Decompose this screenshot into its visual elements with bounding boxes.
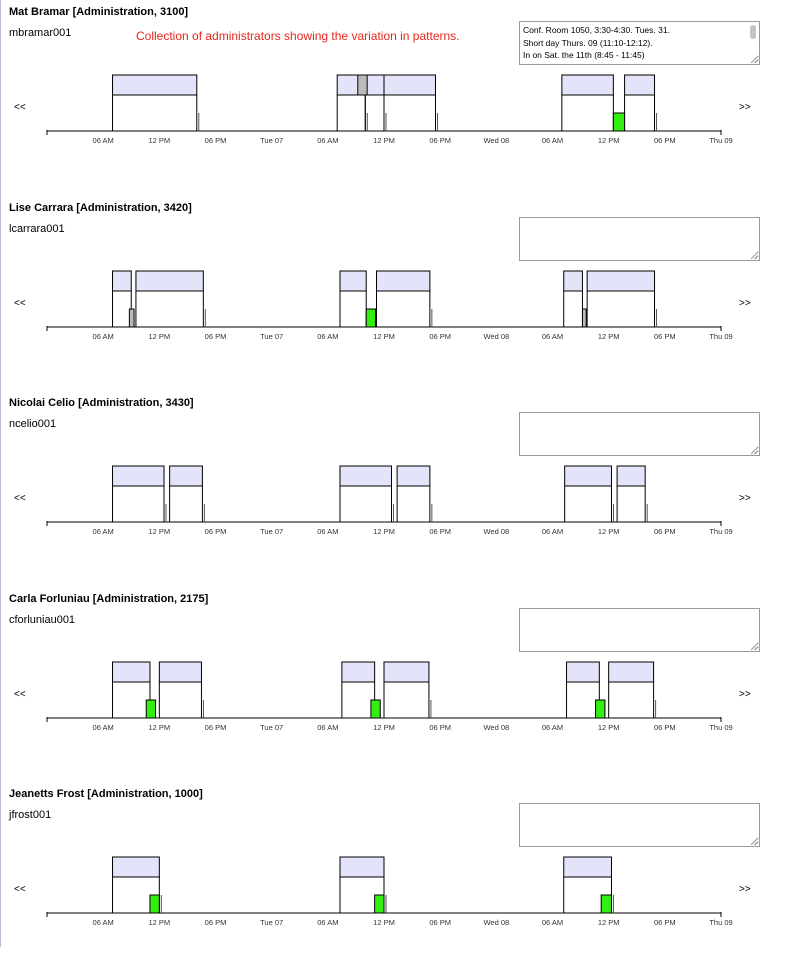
axis-tick-label: 12 PM bbox=[148, 723, 171, 732]
break-marker-green[interactable] bbox=[371, 700, 380, 718]
person-section bbox=[1, 587, 785, 782]
axis-tick-label: Tue 07 bbox=[260, 332, 284, 341]
axis-tick-label: 12 PM bbox=[597, 918, 620, 927]
axis-tick-label: 12 PM bbox=[373, 723, 395, 732]
axis-tick-label: Thu 09 bbox=[709, 918, 733, 927]
work-block[interactable] bbox=[365, 75, 384, 95]
work-block[interactable] bbox=[587, 271, 654, 291]
break-marker-green[interactable] bbox=[366, 309, 375, 327]
work-block[interactable] bbox=[625, 75, 655, 95]
person-section bbox=[1, 196, 785, 391]
work-block[interactable] bbox=[170, 466, 203, 486]
timeline-chart bbox=[1, 391, 785, 586]
axis-tick-label: Thu 09 bbox=[709, 332, 733, 341]
axis-tick-label: Tue 07 bbox=[260, 723, 284, 732]
axis-tick-label: 06 PM bbox=[429, 723, 452, 732]
axis-tick-label: 06 PM bbox=[653, 723, 676, 732]
axis-tick-label: Wed 08 bbox=[483, 332, 510, 341]
axis-tick-label: 06 PM bbox=[653, 918, 676, 927]
next-period-button[interactable]: >> bbox=[739, 493, 751, 504]
axis-tick-label: Thu 09 bbox=[709, 136, 733, 145]
axis-tick-label: 06 AM bbox=[541, 918, 564, 927]
axis-tick-label: 06 AM bbox=[317, 918, 339, 927]
axis-tick-label: Thu 09 bbox=[709, 723, 733, 732]
work-block[interactable] bbox=[617, 466, 645, 486]
axis-tick-label: Wed 08 bbox=[483, 527, 510, 536]
axis-tick-label: 12 PM bbox=[148, 332, 171, 341]
work-block[interactable] bbox=[397, 466, 430, 486]
axis-tick-label: 06 AM bbox=[317, 527, 339, 536]
axis-tick-label: 06 PM bbox=[653, 136, 676, 145]
work-block[interactable] bbox=[564, 271, 583, 291]
axis-tick-label: 06 AM bbox=[92, 723, 114, 732]
person-username: lcarrara001 bbox=[9, 223, 65, 235]
work-block[interactable] bbox=[340, 857, 384, 877]
person-name: Carla Forluniau [Administration, 2175] bbox=[9, 593, 209, 605]
break-marker-green[interactable] bbox=[150, 895, 159, 913]
previous-period-button[interactable]: << bbox=[14, 493, 26, 504]
work-block[interactable] bbox=[562, 75, 613, 95]
axis-tick-label: 12 PM bbox=[373, 332, 395, 341]
axis-tick-label: 12 PM bbox=[597, 332, 620, 341]
axis-tick-label: 12 PM bbox=[597, 136, 620, 145]
break-marker-green[interactable] bbox=[596, 700, 605, 718]
person-section bbox=[1, 391, 785, 586]
axis-tick-label: Thu 09 bbox=[709, 527, 733, 536]
axis-tick-label: 06 PM bbox=[653, 332, 676, 341]
axis-tick-label: 06 PM bbox=[653, 527, 676, 536]
axis-tick-label: 12 PM bbox=[597, 723, 620, 732]
axis-tick-label: 12 PM bbox=[373, 136, 395, 145]
axis-tick-label: 06 AM bbox=[541, 527, 564, 536]
work-block[interactable] bbox=[609, 662, 654, 682]
axis-tick-label: 06 AM bbox=[92, 527, 114, 536]
work-block[interactable] bbox=[113, 271, 132, 291]
axis-tick-label: Wed 08 bbox=[483, 723, 510, 732]
work-block[interactable] bbox=[340, 466, 391, 486]
axis-tick-label: 06 PM bbox=[204, 136, 227, 145]
work-block[interactable] bbox=[159, 662, 201, 682]
work-block[interactable] bbox=[564, 857, 612, 877]
work-block[interactable] bbox=[567, 662, 600, 682]
axis-tick-label: 06 PM bbox=[204, 527, 227, 536]
next-period-button[interactable]: >> bbox=[739, 689, 751, 700]
previous-period-button[interactable]: << bbox=[14, 298, 26, 309]
axis-tick-label: 06 AM bbox=[541, 136, 564, 145]
person-username: ncelio001 bbox=[9, 418, 57, 430]
person-username: cforluniau001 bbox=[9, 614, 76, 626]
axis-tick-label: 06 PM bbox=[429, 136, 452, 145]
previous-period-button[interactable]: << bbox=[14, 689, 26, 700]
axis-tick-label: 06 AM bbox=[92, 136, 114, 145]
person-section bbox=[1, 782, 785, 977]
break-marker-gray[interactable] bbox=[358, 75, 367, 95]
axis-tick-label: Wed 08 bbox=[483, 136, 510, 145]
axis-tick-label: 06 AM bbox=[317, 332, 339, 341]
person-username: jfrost001 bbox=[9, 809, 52, 821]
axis-tick-label: 06 PM bbox=[429, 332, 452, 341]
work-block[interactable] bbox=[377, 271, 430, 291]
break-marker-green[interactable] bbox=[375, 895, 384, 913]
person-section bbox=[1, 0, 785, 195]
break-marker-green[interactable] bbox=[613, 113, 624, 131]
work-block[interactable] bbox=[113, 466, 164, 486]
axis-tick-label: 12 PM bbox=[148, 136, 171, 145]
timeline-chart bbox=[1, 587, 785, 782]
work-block[interactable] bbox=[384, 75, 435, 95]
work-block[interactable] bbox=[340, 271, 366, 291]
banner-message: Collection of administrators showing the variation in patterns. bbox=[136, 29, 460, 43]
break-marker-green[interactable] bbox=[601, 895, 611, 913]
axis-tick-label: 06 PM bbox=[429, 527, 452, 536]
axis-tick-label: 06 AM bbox=[92, 332, 114, 341]
work-block[interactable] bbox=[565, 466, 612, 486]
break-marker-gray[interactable] bbox=[129, 309, 134, 327]
break-marker-green[interactable] bbox=[146, 700, 155, 718]
axis-tick-label: 12 PM bbox=[148, 527, 171, 536]
axis-tick-label: 12 PM bbox=[373, 918, 395, 927]
work-block[interactable] bbox=[113, 75, 197, 95]
work-block[interactable] bbox=[342, 662, 375, 682]
axis-tick-label: 06 AM bbox=[317, 723, 339, 732]
axis-tick-label: 06 PM bbox=[204, 723, 227, 732]
axis-tick-label: 06 AM bbox=[317, 136, 339, 145]
axis-tick-label: 12 PM bbox=[597, 527, 620, 536]
next-period-button[interactable]: >> bbox=[739, 298, 751, 309]
previous-period-button[interactable]: << bbox=[14, 884, 26, 895]
work-block[interactable] bbox=[113, 662, 150, 682]
axis-tick-label: 06 PM bbox=[204, 918, 227, 927]
next-period-button[interactable]: >> bbox=[739, 102, 751, 113]
break-marker-gray[interactable] bbox=[582, 309, 586, 327]
person-name: Lise Carrara [Administration, 3420] bbox=[9, 202, 192, 214]
work-block[interactable] bbox=[136, 271, 203, 291]
axis-tick-label: 06 AM bbox=[92, 918, 114, 927]
work-block[interactable] bbox=[384, 662, 429, 682]
person-name: Mat Bramar [Administration, 3100] bbox=[9, 6, 189, 18]
axis-tick-label: Tue 07 bbox=[260, 918, 284, 927]
axis-tick-label: 12 PM bbox=[148, 918, 171, 927]
axis-tick-label: Tue 07 bbox=[260, 136, 284, 145]
axis-tick-label: 12 PM bbox=[373, 527, 395, 536]
work-block[interactable] bbox=[113, 857, 160, 877]
axis-tick-label: Tue 07 bbox=[260, 527, 284, 536]
person-name: Jeanetts Frost [Administration, 1000] bbox=[9, 788, 203, 800]
axis-tick-label: 06 PM bbox=[429, 918, 452, 927]
axis-tick-label: 06 AM bbox=[541, 332, 564, 341]
previous-period-button[interactable]: << bbox=[14, 102, 26, 113]
person-name: Nicolai Celio [Administration, 3430] bbox=[9, 397, 194, 409]
timeline-chart bbox=[1, 0, 785, 195]
axis-tick-label: 06 AM bbox=[541, 723, 564, 732]
person-username: mbramar001 bbox=[9, 27, 72, 39]
timeline-chart bbox=[1, 782, 785, 977]
axis-tick-label: 06 PM bbox=[204, 332, 227, 341]
timeline-chart bbox=[1, 196, 785, 391]
next-period-button[interactable]: >> bbox=[739, 884, 751, 895]
axis-tick-label: Wed 08 bbox=[483, 918, 510, 927]
